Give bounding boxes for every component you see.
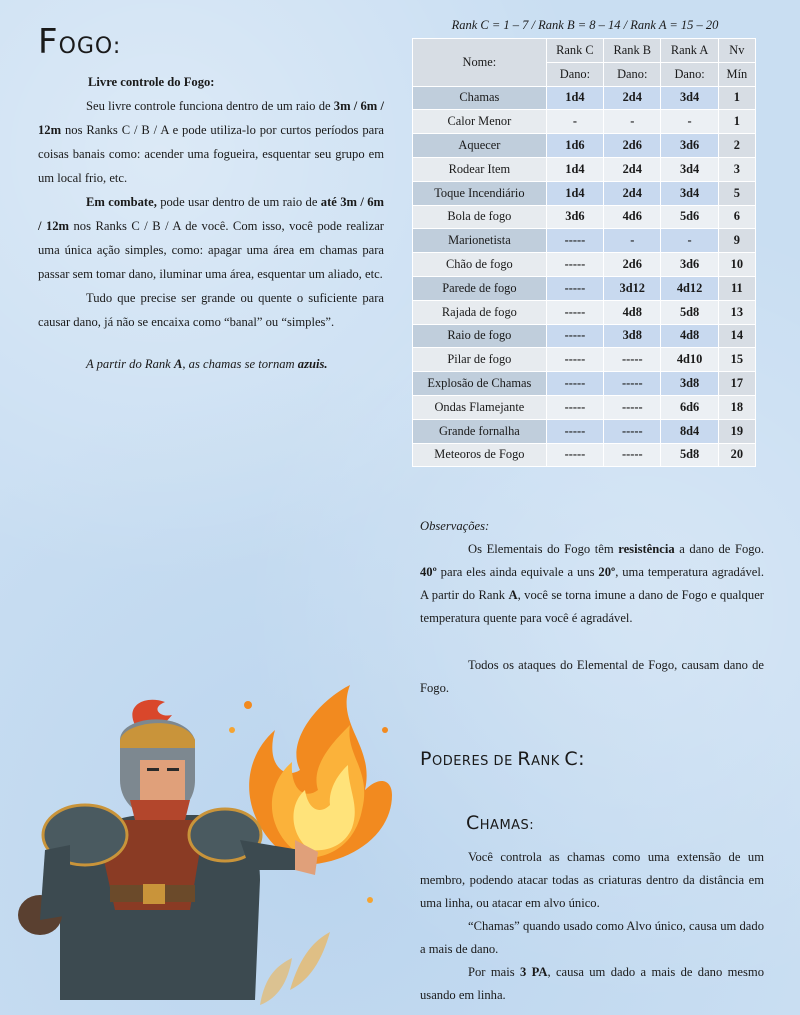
power-name: Explosão de Chamas [413, 372, 547, 396]
power-name: Chão de fogo [413, 253, 547, 277]
rank-b-damage: 2d4 [604, 157, 661, 181]
chamas-paragraph-2: “Chamas” quando usado como Alvo único, causa um dado a mais de dano. [420, 919, 764, 956]
rank-a-damage: 3d6 [661, 134, 718, 158]
observations-title: Observações: [420, 519, 490, 533]
rank-b-damage: 4d6 [604, 205, 661, 229]
rank-a-damage: 3d6 [661, 253, 718, 277]
min-level: 9 [718, 229, 755, 253]
min-level: 3 [718, 157, 755, 181]
min-level: 1 [718, 86, 755, 110]
rank-c-damage: 1d6 [546, 134, 603, 158]
subheader-dano-a: Dano: [661, 62, 718, 86]
power-row [413, 443, 756, 467]
min-level: 11 [718, 276, 755, 300]
observations-section [420, 515, 764, 700]
rank-c-damage: ----- [546, 300, 603, 324]
power-row [413, 86, 756, 110]
header-name: Nome: [413, 39, 547, 87]
power-row [413, 157, 756, 181]
power-row [413, 134, 756, 158]
rank-a-damage: 3d4 [661, 157, 718, 181]
damage-paragraph: Tudo que precise ser grande ou quente o suficiente para causar dano, já não se encaixa como “banal” ou “simples”. [38, 291, 384, 329]
rank-range-caption: Rank C = 1 – 7 / Rank B = 8 – 14 / Rank A = 15 – 20 [451, 18, 719, 32]
min-level: 15 [718, 348, 755, 372]
rank-c-damage: ----- [546, 372, 603, 396]
subheader-min: Mín [718, 62, 755, 86]
power-row [413, 419, 756, 443]
fire-warrior-illustration [0, 670, 400, 1015]
rank-c-damage: 1d4 [546, 181, 603, 205]
chamas-paragraph-3: Por mais 3 PA, causa um dado a mais de dano mesmo usando em linha. [420, 965, 765, 1002]
power-name: Rodear Item [413, 157, 547, 181]
min-level: 1 [718, 110, 755, 134]
free-control-paragraph: Seu livre controle funciona dentro de um raio de 3m / 6m / 12m nos Ranks C / B / A e pode utiliza-lo por curtos períodos para coisas banais como: acender uma fogueira, esquentar seu grupo em um local frio, etc. [38, 99, 384, 185]
power-name: Pilar de fogo [413, 348, 547, 372]
rank-a-damage: 4d10 [661, 348, 718, 372]
rank-a-damage: 3d4 [661, 86, 718, 110]
power-name: Chamas [413, 86, 547, 110]
free-control-section [38, 70, 384, 376]
min-level: 2 [718, 134, 755, 158]
power-row [413, 348, 756, 372]
rank-c-damage: ----- [546, 395, 603, 419]
power-row [413, 253, 756, 277]
rank-c-damage: 3d6 [546, 205, 603, 229]
rank-b-damage: 2d6 [604, 253, 661, 277]
rank-c-damage: ----- [546, 348, 603, 372]
rank-b-damage: ----- [604, 395, 661, 419]
power-name: Raio de fogo [413, 324, 547, 348]
rank-b-damage: ----- [604, 372, 661, 396]
rank-b-damage: 3d8 [604, 324, 661, 348]
rank-b-damage: 2d4 [604, 181, 661, 205]
rank-b-damage: - [604, 229, 661, 253]
power-row [413, 229, 756, 253]
rank-c-damage: ----- [546, 276, 603, 300]
power-name: Rajada de fogo [413, 300, 547, 324]
rank-c-damage: ----- [546, 443, 603, 467]
min-level: 18 [718, 395, 755, 419]
power-name: Meteoros de Fogo [413, 443, 547, 467]
power-name: Aquecer [413, 134, 547, 158]
chamas-section [420, 846, 764, 1007]
power-row [413, 181, 756, 205]
power-row [413, 395, 756, 419]
min-level: 5 [718, 181, 755, 205]
rank-c-damage: ----- [546, 324, 603, 348]
observations-paragraph: Os Elementais do Fogo têm resistência a dano de Fogo. 40º para eles ainda equivale a uns 20º, uma temperatura agradável. A partir do Rank A, você se torna imune a dano de Fogo e qualquer temperatura quente para você é agradável. [420, 542, 764, 625]
power-row [413, 372, 756, 396]
rank-c-damage: 1d4 [546, 157, 603, 181]
rank-a-damage: 3d4 [661, 181, 718, 205]
min-level: 14 [718, 324, 755, 348]
header-level: Nv [718, 39, 755, 63]
rank-b-damage: 2d4 [604, 86, 661, 110]
title-rest: OGO: [58, 34, 122, 59]
rank-b-damage: 4d8 [604, 300, 661, 324]
rank-a-damage: 6d6 [661, 395, 718, 419]
free-control-heading: Livre controle do Fogo: [88, 75, 215, 89]
rank-a-damage: 5d8 [661, 443, 718, 467]
power-name: Calor Menor [413, 110, 547, 134]
power-row [413, 205, 756, 229]
power-row [413, 300, 756, 324]
min-level: 10 [718, 253, 755, 277]
rank-a-damage: 4d8 [661, 324, 718, 348]
header-rank-b: Rank B [604, 39, 661, 63]
title-initial: F [38, 22, 59, 62]
powers-table [412, 38, 756, 467]
min-level: 13 [718, 300, 755, 324]
page-title [38, 22, 121, 62]
rank-c-damage: ----- [546, 419, 603, 443]
power-name: Grande fornalha [413, 419, 547, 443]
fire-damage-paragraph: Todos os ataques do Elemental de Fogo, causam dano de Fogo. [420, 658, 764, 695]
rank-b-damage: ----- [604, 419, 661, 443]
power-row [413, 276, 756, 300]
subheader-dano-c: Dano: [546, 62, 603, 86]
power-name: Toque Incendiário [413, 181, 547, 205]
power-name: Parede de fogo [413, 276, 547, 300]
rank-a-note: A partir do Rank A, as chamas se tornam azuis. [86, 357, 328, 371]
powers-table-body [413, 86, 756, 467]
rank-c-damage: ----- [546, 229, 603, 253]
header-rank-a: Rank A [661, 39, 718, 63]
rank-a-damage: 8d4 [661, 419, 718, 443]
rank-c-damage: - [546, 110, 603, 134]
rank-a-damage: 5d6 [661, 205, 718, 229]
rank-b-damage: - [604, 110, 661, 134]
power-name: Ondas Flamejante [413, 395, 547, 419]
subheader-dano-b: Dano: [604, 62, 661, 86]
rank-a-damage: 3d8 [661, 372, 718, 396]
rank-b-damage: ----- [604, 348, 661, 372]
header-rank-c: Rank C [546, 39, 603, 63]
rank-a-damage: - [661, 229, 718, 253]
power-row [413, 110, 756, 134]
min-level: 19 [718, 419, 755, 443]
rank-a-damage: 4d12 [661, 276, 718, 300]
power-name: Bola de fogo [413, 205, 547, 229]
rank-b-damage: 2d6 [604, 134, 661, 158]
rank-b-damage: 3d12 [604, 276, 661, 300]
rank-b-damage: ----- [604, 443, 661, 467]
power-row [413, 324, 756, 348]
min-level: 20 [718, 443, 755, 467]
rank-a-damage: - [661, 110, 718, 134]
chamas-paragraph-1: Você controla as chamas como uma extensão de um membro, podendo atacar todas as criaturas dentro da distância em uma linha, ou atacar em alvo único. [420, 850, 764, 910]
combat-paragraph: Em combate, pode usar dentro de um raio de até 3m / 6m / 12m nos Ranks C / B / A de você. Com isso, você pode realizar uma única ação simples, como: apagar uma área em chamas para passar sem tomar dano, iluminar uma área, esquentar um aliado, etc. [38, 195, 384, 281]
rank-c-damage: 1d4 [546, 86, 603, 110]
rank-c-damage: ----- [546, 253, 603, 277]
power-name: Marionetista [413, 229, 547, 253]
chamas-title: CHAMAS: [466, 812, 535, 834]
min-level: 17 [718, 372, 755, 396]
rank-a-damage: 5d8 [661, 300, 718, 324]
min-level: 6 [718, 205, 755, 229]
rank-c-powers-title: PODERES DE RANK C: [420, 748, 586, 770]
